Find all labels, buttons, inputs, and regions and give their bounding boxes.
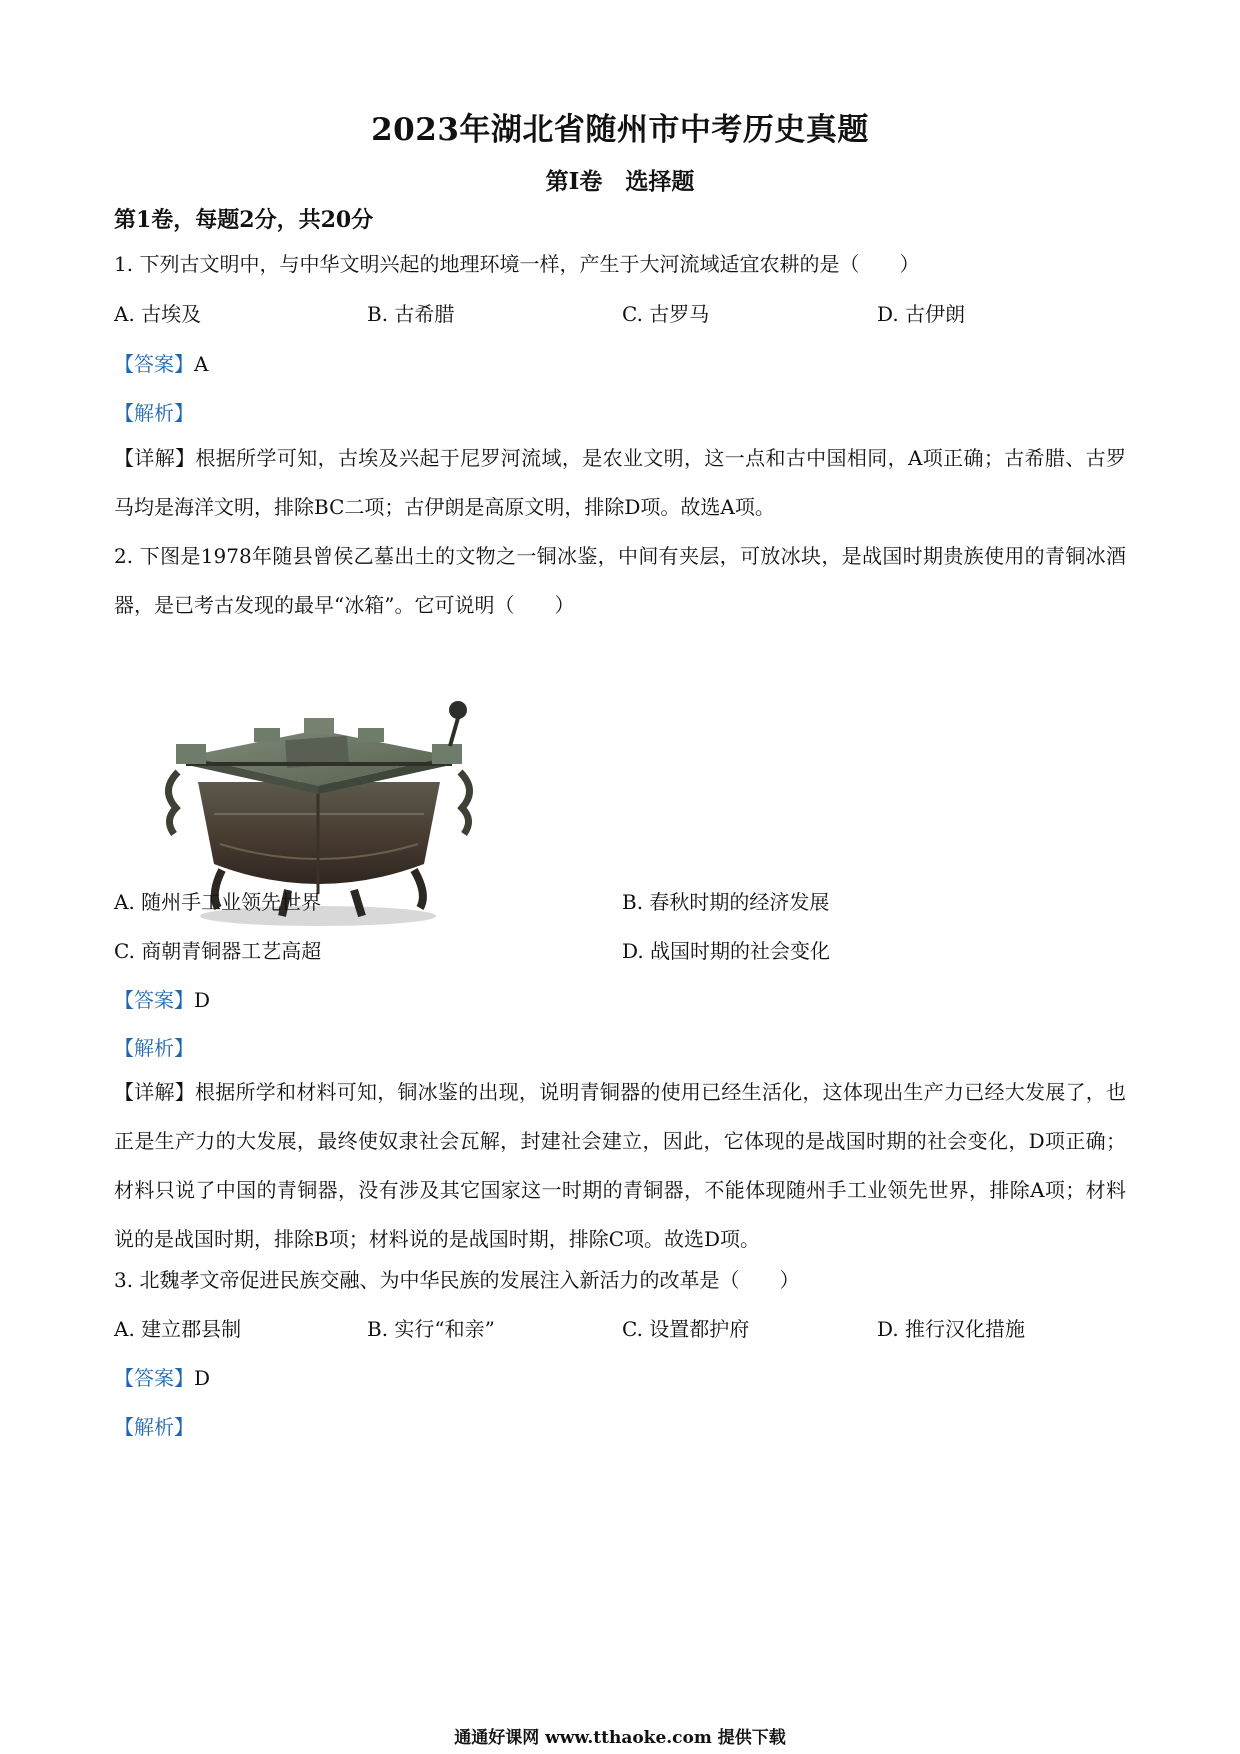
answer-label: 【答案】 bbox=[114, 352, 194, 376]
detail-label: 【详解】 bbox=[114, 446, 196, 470]
option-d: D. 古伊朗 bbox=[877, 302, 966, 326]
question-1-options bbox=[114, 298, 1126, 328]
question-3-answer bbox=[114, 1362, 210, 1391]
question-3-options bbox=[114, 1313, 1126, 1343]
question-2-detail bbox=[114, 1068, 1126, 1264]
question-1-answer bbox=[114, 348, 208, 377]
page-subtitle: 第Ⅰ卷 选择题 bbox=[545, 168, 695, 195]
detail-text: 根据所学和材料可知，铜冰鉴的出现，说明青铜器的使用已经生活化，这体现出生产力已经大发展了，也正是生产力的大发展，最终使奴隶社会瓦解，封建社会建立，因此，它体现的是战国时期的社会变化，D项正确；材料只说了中国的青铜器，没有涉及其它国家这一时期的青铜器，不能体现随州手工业领先世界，排除A项；材料说的是战国时期，排除B项；材料说的是战国时期，排除C项。故选D项。 bbox=[114, 1080, 1127, 1251]
question-3-stem: 3. 北魏孝文帝促进民族交融、为中华民族的发展注入新活力的改革是（ ） bbox=[114, 1268, 800, 1292]
option-a: A. 随州手工业领先世界 bbox=[114, 890, 322, 914]
detail-label: 【详解】 bbox=[114, 1080, 195, 1104]
answer-value: D bbox=[194, 1366, 211, 1390]
answer-value: D bbox=[194, 988, 211, 1012]
question-2-options-row1 bbox=[114, 886, 1126, 916]
question-1-stem: 1. 下列古文明中，与中华文明兴起的地理环境一样，产生于大河流域适宜农耕的是（ ） bbox=[114, 252, 920, 276]
analysis-label: 【解析】 bbox=[114, 401, 194, 425]
option-a: A. 古埃及 bbox=[114, 302, 202, 326]
option-d: D. 推行汉化措施 bbox=[877, 1317, 1026, 1341]
question-2-stem: 2. 下图是1978年随县曾侯乙墓出土的文物之一铜冰鉴，中间有夹层，可放冰块，是战国时期贵族使用的青铜冰酒器，是已考古发现的最早“冰箱”。它可说明（ ） bbox=[114, 544, 1126, 617]
analysis-label: 【解析】 bbox=[114, 1036, 194, 1060]
option-c: C. 设置都护府 bbox=[622, 1317, 750, 1341]
question-2-analysis bbox=[114, 1032, 194, 1061]
option-d: D. 战国时期的社会变化 bbox=[622, 939, 831, 963]
page-title: 2023年湖北省随州市中考历史真题 bbox=[371, 112, 869, 148]
answer-label: 【答案】 bbox=[114, 1366, 194, 1390]
question-1-detail bbox=[114, 434, 1126, 532]
answer-label: 【答案】 bbox=[114, 988, 194, 1012]
option-b: B. 实行“和亲” bbox=[367, 1317, 495, 1341]
footer-source: 通通好课网 www.tthaoke.com 提供下载 bbox=[454, 1728, 786, 1748]
option-c: C. 古罗马 bbox=[622, 302, 710, 326]
option-b: B. 春秋时期的经济发展 bbox=[622, 890, 830, 914]
question-3-analysis bbox=[114, 1411, 194, 1440]
question-2-options-row2 bbox=[114, 935, 1126, 965]
option-c: C. 商朝青铜器工艺高超 bbox=[114, 939, 322, 963]
option-a: A. 建立郡县制 bbox=[114, 1317, 242, 1341]
answer-value: A bbox=[194, 352, 209, 376]
section-heading: 第1卷，每题2分，共20分 bbox=[114, 207, 374, 233]
option-b: B. 古希腊 bbox=[367, 302, 455, 326]
question-1-analysis bbox=[114, 397, 194, 426]
analysis-label: 【解析】 bbox=[114, 1415, 194, 1439]
question-2-answer bbox=[114, 984, 210, 1013]
detail-text: 根据所学可知，古埃及兴起于尼罗河流域，是农业文明，这一点和古中国相同，A项正确；古希腊、古罗马均是海洋文明，排除BC二项；古伊朗是高原文明，排除D项。故选A项。 bbox=[114, 446, 1126, 519]
